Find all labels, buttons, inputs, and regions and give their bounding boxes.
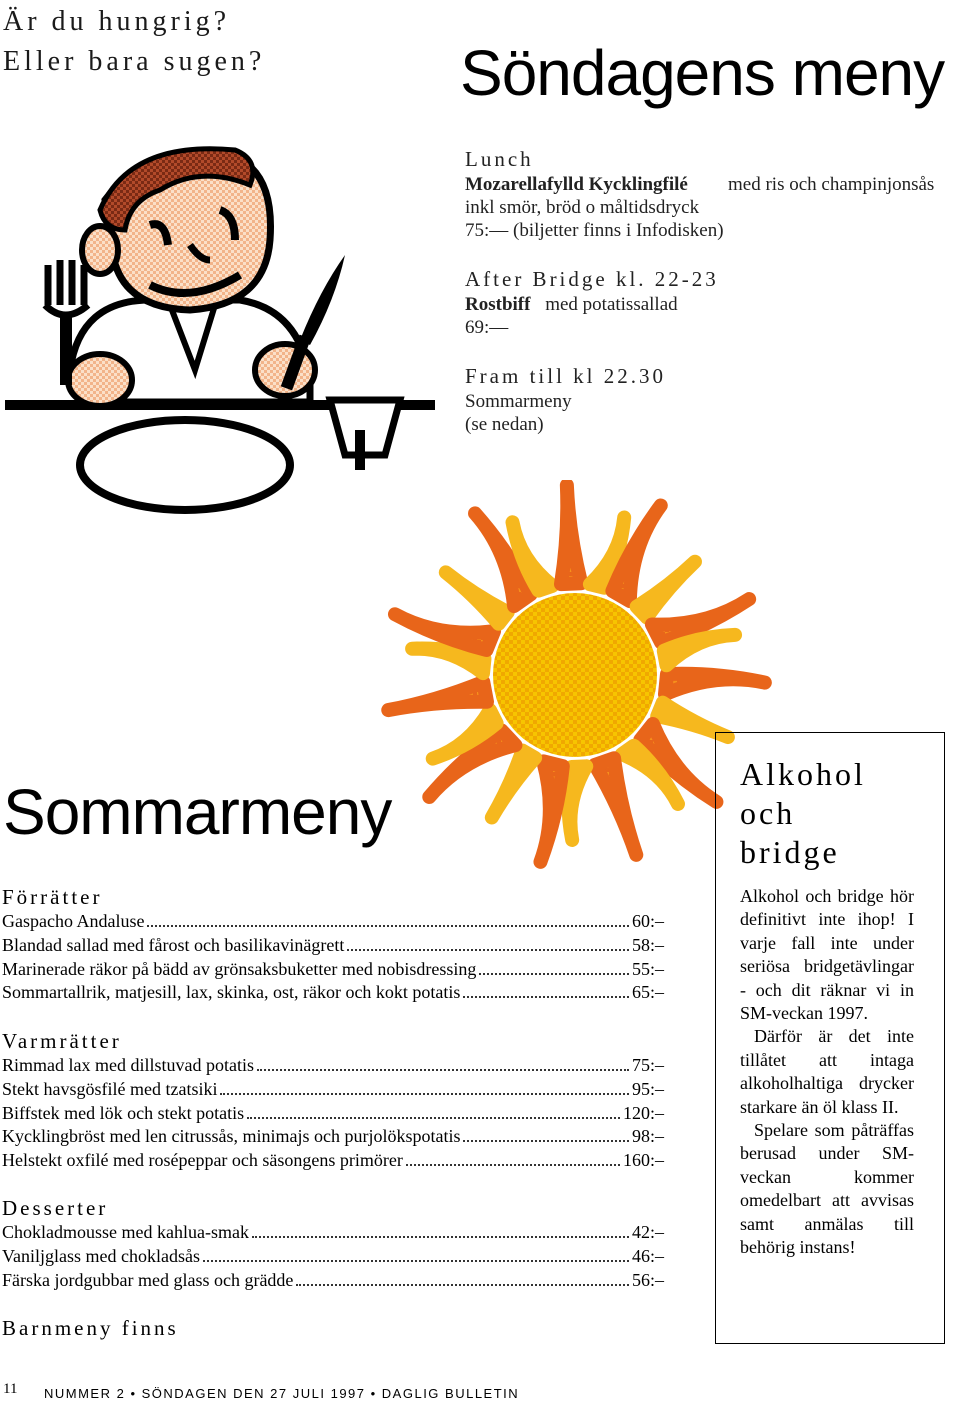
page-number: 11 [3, 1381, 18, 1397]
menu-item-price: 46:– [631, 1245, 664, 1266]
glass-icon [330, 400, 400, 470]
dot-leader [463, 996, 629, 998]
sun-ray [665, 674, 765, 694]
sun-ray [637, 562, 695, 618]
sun-ray [540, 761, 562, 862]
chef-illustration [0, 130, 445, 530]
summer-menu-title: Sommarmeny [3, 776, 392, 848]
sidebar-title-line-2: och [740, 795, 796, 831]
menu-item-price: 95:– [631, 1078, 664, 1099]
after-bridge-heading: After Bridge kl. 22-23 [465, 267, 719, 291]
dot-leader [479, 973, 629, 975]
menu-item-name: Marinerade räkor på bädd av grönsaksbuketter med nobisdressing [2, 958, 477, 979]
sun-ray [595, 758, 636, 855]
sidebar-paragraph-2: Därför är det inte tillåtet att intaga alkoholhaltiga drycker starkare än öl klass II. [740, 1026, 914, 1117]
menu-item-name: Färska jordgubbar med glass och grädde [2, 1269, 294, 1290]
menu-item-name: Blandad sallad med fårost och basilikavinägrett [2, 934, 345, 955]
mains-list [2, 1054, 664, 1173]
after-bridge-dish-side: med potatissallad [545, 294, 678, 315]
tagline-line-2: Eller bara sugen? [3, 46, 266, 77]
late-heading: Fram till kl 22.30 [465, 364, 666, 388]
sun-ray [446, 572, 508, 623]
menu-item-price: 120:– [622, 1102, 664, 1123]
menu-item [2, 1078, 664, 1102]
menu-item-name: Sommartallrik, matjesill, lax, skinka, ost, räkor och kokt potatis [2, 982, 461, 1003]
late-line-1: Sommarmeny [465, 391, 572, 412]
menu-item-name: Gaspacho Andaluse [2, 911, 145, 931]
lunch-section [465, 147, 935, 242]
menu-item-name: Biffstek med lök och stekt potatis [2, 1102, 245, 1123]
menu-item-price: 42:– [631, 1222, 664, 1242]
tagline-line-1: Är du hungrig? [3, 6, 231, 37]
menu-item-price: 160:– [622, 1150, 664, 1171]
menu-item [2, 981, 664, 1005]
dot-leader [247, 1117, 620, 1119]
menu-item [2, 958, 664, 982]
menu-item [2, 934, 664, 958]
dot-leader [463, 1140, 629, 1142]
lunch-dish-side: med ris och champinjonsås [728, 174, 935, 195]
sun-ray [568, 766, 586, 840]
lunch-included: inkl smör, bröd o måltidsdryck [465, 197, 700, 218]
sidebar-title-line-1: Alkohol [740, 756, 866, 792]
late-line-2: (se nedan) [465, 414, 544, 435]
dot-leader [147, 925, 629, 927]
footer-line: NUMMER 2 • SÖNDAGEN DEN 27 JULI 1997 • DAGLIG BULLETIN [44, 1386, 520, 1401]
menu-item [2, 910, 664, 934]
after-bridge-section [465, 268, 719, 339]
menu-item-name: Stekt havsgösfilé med tzatsiki [2, 1078, 218, 1099]
menu-item-price: 75:– [631, 1055, 664, 1075]
menu-item [2, 1149, 664, 1173]
dot-leader [296, 1284, 629, 1286]
menu-item [2, 1245, 664, 1269]
tagline [3, 2, 265, 82]
starters-heading: Förrätter [2, 885, 103, 909]
dot-leader [257, 1069, 629, 1071]
menu-item [2, 1125, 664, 1149]
menu-item-price: 60:– [631, 911, 664, 931]
sun-ray [492, 750, 535, 817]
sidebar-paragraph-1: Alkohol och bridge hör definitivt inte ihop! I varje fall inte under seriösa bridgetävlingar - och dit räknar vi in SM-veckan 1997. [740, 886, 914, 1024]
plate-icon [80, 420, 290, 510]
menu-item-name: Helstekt oxfilé med rosépeppar och säsongens primörer [2, 1150, 403, 1171]
sidebar-title-line-3: bridge [740, 834, 840, 870]
after-bridge-price: 69:— [465, 317, 509, 338]
sun-core-icon [493, 593, 657, 757]
sidebar-paragraph-3: Spelare som påträffas berusad under SM-veckan kommer omedelbart att avvisas samt anmälas till behörig instans! [740, 1120, 914, 1258]
menu-item-price: 55:– [631, 958, 664, 979]
sun-ray [388, 682, 487, 710]
after-bridge-dish: Rostbiff [465, 294, 531, 315]
starters-list [2, 910, 664, 1005]
sidebar-body [740, 885, 914, 1260]
menu-item-name: Kycklingbröst med len citrussås, minimajs och purjolökspotatis [2, 1126, 461, 1147]
desserts-heading: Desserter [2, 1196, 109, 1220]
dot-leader [406, 1164, 620, 1166]
lunch-price: 75:— (biljetter finns i Infodisken) [465, 220, 724, 241]
dot-leader [347, 949, 629, 951]
menu-item-name: Vaniljglass med chokladsås [2, 1245, 200, 1266]
menu-item [2, 1269, 664, 1293]
dot-leader [252, 1236, 629, 1238]
alcohol-sidebar [715, 732, 945, 1344]
menu-item [2, 1102, 664, 1126]
menu-item-name: Rimmad lax med dillstuvad potatis [2, 1055, 254, 1075]
menu-item-price: 58:– [631, 934, 664, 955]
late-section [465, 365, 666, 436]
menu-item-price: 56:– [631, 1269, 664, 1290]
sidebar-title [740, 755, 866, 872]
dot-leader [203, 1260, 629, 1262]
sun-ray [664, 635, 735, 665]
lunch-heading: Lunch [465, 147, 534, 171]
menu-item-price: 65:– [631, 982, 664, 1003]
lunch-dish: Mozarellafylld Kycklingfilé [465, 174, 688, 195]
menu-item [2, 1054, 664, 1078]
mains-heading: Varmrätter [2, 1029, 122, 1053]
menu-item-price: 98:– [631, 1126, 664, 1147]
desserts-list [2, 1221, 664, 1292]
kids-menu-note: Barnmeny finns [2, 1316, 179, 1340]
sun-ray [561, 485, 581, 584]
page-title: Söndagens meny [460, 37, 945, 109]
head-icon [82, 149, 271, 310]
menu-item-name: Chokladmousse med kahlua-smak [2, 1222, 249, 1242]
dot-leader [220, 1093, 629, 1095]
menu-item [2, 1221, 664, 1245]
